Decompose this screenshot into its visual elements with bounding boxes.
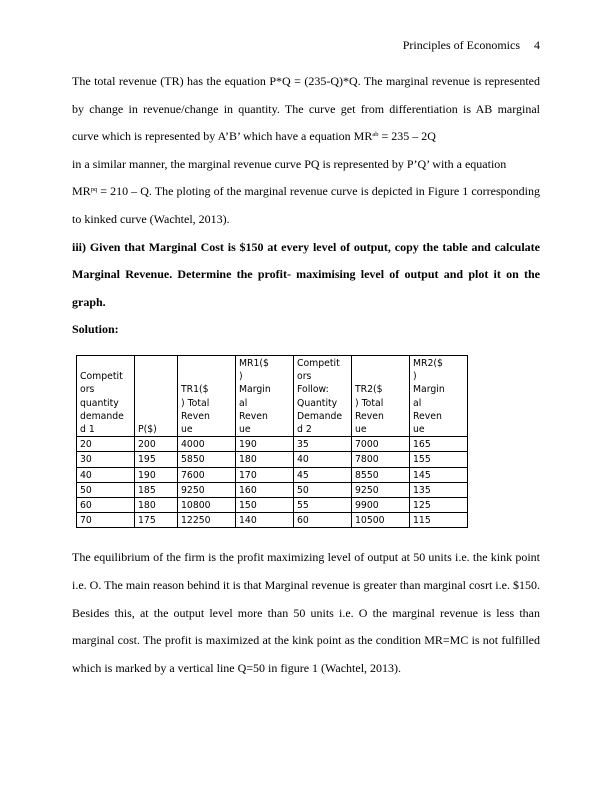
table-cell: 145 (410, 467, 468, 482)
page-header (403, 38, 540, 53)
table-header-cell (135, 355, 178, 436)
table-cell: 4000 (178, 437, 236, 452)
header-line: Follow: (297, 384, 329, 396)
paragraph-total-revenue (72, 68, 540, 151)
table-cell: 140 (236, 513, 294, 528)
table-cell: 135 (410, 482, 468, 497)
header-line: d 1 (80, 423, 95, 435)
superscript-pq: pq (90, 186, 98, 194)
table-cell: 20 (77, 437, 135, 452)
header-line: TR2($ (355, 384, 383, 396)
paragraph-text: = 210 – Q. The ploting of the marginal revenue curve is depicted in Figure 1 corresponding to kinked curve (Wachtel, 2013). (72, 184, 540, 226)
superscript-ab: ab (372, 131, 379, 139)
table-header-cell (294, 355, 352, 436)
solution-label: Solution: (72, 322, 119, 337)
table-cell: 12250 (178, 513, 236, 528)
table-cell: 9900 (352, 497, 410, 512)
paragraph-mr-pq (72, 178, 540, 233)
table-cell: 150 (236, 497, 294, 512)
table-row (77, 467, 468, 482)
table-cell: 8550 (352, 467, 410, 482)
header-line: Margin (239, 384, 271, 396)
table-cell: 70 (77, 513, 135, 528)
table-cell: 50 (294, 482, 352, 497)
header-line: ors (80, 384, 95, 396)
table-cell: 170 (236, 467, 294, 482)
table-cell: 30 (77, 452, 135, 467)
table-cell: 35 (294, 437, 352, 452)
running-title: Principles of Economics (402, 38, 520, 52)
header-line: Reven (239, 410, 268, 422)
table-cell: 190 (236, 437, 294, 452)
table-cell: 200 (135, 437, 178, 452)
header-line: TR1($ (181, 384, 209, 396)
table-cell: 45 (294, 467, 352, 482)
table-cell: 165 (410, 437, 468, 452)
table-row (77, 497, 468, 512)
header-line: P($) (138, 423, 157, 435)
table-header-row (77, 355, 468, 436)
header-line: d 2 (297, 423, 312, 435)
header-line: ors (297, 371, 312, 383)
table-header-cell (410, 355, 468, 436)
table-header-cell (77, 355, 135, 436)
header-line: Margin (413, 384, 445, 396)
table-row (77, 482, 468, 497)
table-header-cell (178, 355, 236, 436)
page-number: 4 (534, 38, 540, 52)
header-line: ) Total (181, 397, 210, 409)
table-cell: 55 (294, 497, 352, 512)
header-line: Reven (413, 410, 442, 422)
header-line: MR1($ (239, 357, 269, 369)
table-header-cell (236, 355, 294, 436)
table-cell: 7000 (352, 437, 410, 452)
table-cell: 155 (410, 452, 468, 467)
header-line: quantity (80, 397, 119, 409)
header-line: Competit (80, 371, 123, 383)
table-cell: 40 (77, 467, 135, 482)
header-line: Competit (297, 357, 340, 369)
table-cell: 60 (77, 497, 135, 512)
table-cell: 185 (135, 482, 178, 497)
header-line: ue (355, 423, 367, 435)
header-line: al (413, 397, 422, 409)
table-cell: 5850 (178, 452, 236, 467)
header-line: ue (181, 423, 193, 435)
table-header-cell (352, 355, 410, 436)
table-cell: 7600 (178, 467, 236, 482)
question-heading: iii) Given that Marginal Cost is $150 at every level of output, copy the table and calculate Marginal Revenue. Determine the profit- maximising level of output and plot it on the graph. (72, 239, 540, 309)
table-cell: 160 (236, 482, 294, 497)
table-row (77, 437, 468, 452)
table-row (77, 513, 468, 528)
revenue-table (76, 355, 468, 528)
paragraph-text: MR (72, 184, 91, 199)
table-cell: 10500 (352, 513, 410, 528)
table-cell: 180 (236, 452, 294, 467)
table-cell: 115 (410, 513, 468, 528)
header-line: Quantity (297, 397, 338, 409)
table-cell: 195 (135, 452, 178, 467)
header-line: ue (239, 423, 251, 435)
table-row (77, 452, 468, 467)
table-cell: 50 (77, 482, 135, 497)
table-cell: 180 (135, 497, 178, 512)
header-line: al (239, 397, 248, 409)
table-body (77, 437, 468, 528)
table-cell: 40 (294, 452, 352, 467)
page-body (72, 68, 540, 682)
header-line: ue (413, 423, 425, 435)
table-cell: 60 (294, 513, 352, 528)
header-line: ) Total (355, 397, 384, 409)
header-line: Reven (355, 410, 384, 422)
header-line: MR2($ (413, 357, 443, 369)
paragraph-text: The total revenue (TR) has the equation P*Q = (235-Q)*Q. The marginal revenue is represented by change in revenue/change in quantity. The curve get from differentiation is AB marginal curve which is represented by A’B’ which have a equation MR (72, 74, 540, 144)
table-cell: 9250 (352, 482, 410, 497)
paragraph-equilibrium: The equilibrium of the firm is the profit maximizing level of output at 50 units i.e. the kink point i.e. O. The main reason behind it is that Marginal revenue is greater than marginal cosrt i.e. $150. Besides this, at the output level more than 50 units i.e. O the marginal revenue is less than marginal cost. The profit is maximized at the kink point as the condition MR=MC is not fulfilled which is marked by a vertical line Q=50 in figure 1 (Wachtel, 2013). (72, 550, 540, 675)
table-cell: 125 (410, 497, 468, 512)
header-line: demande (80, 410, 124, 422)
table-cell: 9250 (178, 482, 236, 497)
header-line: ) (413, 371, 417, 383)
paragraph-text: = 235 – 2Q (378, 129, 436, 144)
header-line: ) (239, 371, 243, 383)
table-cell: 10800 (178, 497, 236, 512)
table-cell: 175 (135, 513, 178, 528)
paragraph-similar-manner: in a similar manner, the marginal revenue curve PQ is represented by P’Q’ with a equation (72, 156, 507, 171)
header-line: Demande (297, 410, 343, 422)
table-cell: 7800 (352, 452, 410, 467)
table-cell: 190 (135, 467, 178, 482)
header-line: Reven (181, 410, 210, 422)
